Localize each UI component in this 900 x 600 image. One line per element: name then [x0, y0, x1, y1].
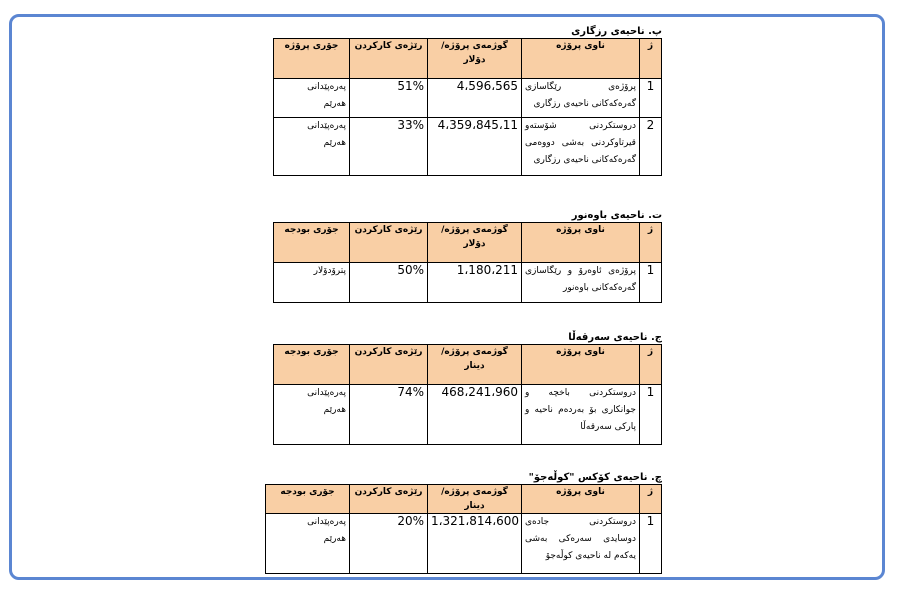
- header-project-type: جۆری پرۆژە: [274, 39, 350, 79]
- header-budget-type: جۆری بودجە: [274, 223, 350, 263]
- project-name-line: پرۆژەی ئاوەرۆ و رێگاسازی: [525, 266, 636, 276]
- project-type-line: پەرەپێدانی: [307, 82, 346, 92]
- header-project-name: ناوی پرۆژە: [522, 345, 640, 385]
- header-project-name: ناوی پرۆژە: [522, 223, 640, 263]
- header-budget-type: جۆری بودجە: [266, 485, 350, 514]
- project-name: [522, 514, 640, 574]
- project-name-line: دروستکردنی جادەی: [525, 517, 636, 527]
- projects-table: [265, 484, 662, 574]
- project-type-line: پەرەپێدانی: [307, 121, 346, 131]
- section-sarqala: [274, 331, 662, 445]
- row-index: 1: [640, 514, 662, 574]
- project-type: [274, 79, 350, 118]
- project-name-line: یەکەم لە ناحیەی کوڵەجۆ: [545, 551, 636, 561]
- budget-type-line: پەرەپێدانی: [307, 388, 346, 398]
- section-title: ج. ناحیەی سەرقەڵا: [568, 332, 662, 343]
- section-kokas: [266, 471, 662, 574]
- project-name-line: گەرەکەکانی ناحیەی رزگاری: [533, 99, 636, 109]
- projects-table: [273, 38, 662, 176]
- header-work-rate: رێژەی کارکردن: [350, 223, 428, 263]
- project-name-line: قیرتاوکردنی بەشی دووەمی: [525, 138, 636, 148]
- project-name: [522, 385, 640, 445]
- projects-table: [273, 222, 662, 303]
- section-title: پ. ناحیەی رزگاری: [571, 26, 662, 37]
- header-work-rate: رێژەی کارکردن: [350, 39, 428, 79]
- budget-type-line: پەرەپێدانی: [307, 517, 346, 527]
- header-row: [274, 39, 662, 79]
- projects-table: [273, 344, 662, 445]
- project-name: [522, 263, 640, 303]
- project-name-line: دوسایدی سەرەکی بەشی: [525, 534, 636, 544]
- project-type-line: هەرێم: [323, 99, 346, 109]
- project-cost: 1،180،211: [428, 263, 522, 303]
- work-rate: 33%: [350, 118, 428, 176]
- project-name-line: پرۆژەی رێگاسازی: [525, 82, 636, 92]
- section-title: چ. ناحیەی کۆکس "کوڵەجۆ": [528, 472, 662, 483]
- header-project-cost: گوژمەی پرۆژە/ دینار: [428, 345, 522, 385]
- header-row: [266, 485, 662, 514]
- header-project-cost: گوژمەی پرۆژە/ دۆلار: [428, 39, 522, 79]
- row-index: 1: [640, 385, 662, 445]
- project-name-line: جوانکاری بۆ بەردەم ناحیە و: [525, 405, 636, 415]
- table-row: [266, 514, 662, 574]
- project-type: [274, 118, 350, 176]
- budget-type-line: پترۆدۆلار: [313, 266, 346, 276]
- section-title: ت. ناحیەی باوەنور: [571, 210, 662, 221]
- project-name-line: گەرەکەکانی باوەنور: [563, 283, 636, 293]
- header-index: ژ: [640, 345, 662, 385]
- table-row: [274, 263, 662, 303]
- table-row: [274, 385, 662, 445]
- project-cost: 4،596،565: [428, 79, 522, 118]
- work-rate: 51%: [350, 79, 428, 118]
- project-cost: 468،241،960: [428, 385, 522, 445]
- header-row: [274, 223, 662, 263]
- project-type-line: هەرێم: [323, 138, 346, 148]
- row-index: 2: [640, 118, 662, 176]
- budget-type: [274, 263, 350, 303]
- budget-type: [266, 514, 350, 574]
- row-index: 1: [640, 79, 662, 118]
- project-name-line: پارکی سەرقەڵا: [580, 422, 636, 432]
- project-cost: 1،321،814،600: [428, 514, 522, 574]
- header-work-rate: رێژەی کارکردن: [350, 485, 428, 514]
- header-row: [274, 345, 662, 385]
- work-rate: 74%: [350, 385, 428, 445]
- header-index: ژ: [640, 39, 662, 79]
- project-cost: 4،359،845،11: [428, 118, 522, 176]
- header-project-cost: گوژمەی پرۆژە/ دۆلار: [428, 223, 522, 263]
- work-rate: 50%: [350, 263, 428, 303]
- header-budget-type: جۆری بودجە: [274, 345, 350, 385]
- header-index: ژ: [640, 223, 662, 263]
- header-index: ژ: [640, 485, 662, 514]
- project-name-line: دروستکردنی باخچە و: [525, 388, 636, 398]
- project-name: [522, 118, 640, 176]
- budget-type: [274, 385, 350, 445]
- table-row: [274, 79, 662, 118]
- work-rate: 20%: [350, 514, 428, 574]
- header-work-rate: رێژەی کارکردن: [350, 345, 428, 385]
- section-rizgari: [274, 25, 662, 176]
- budget-type-line: هەرێم: [323, 534, 346, 544]
- section-bawanur: [274, 209, 662, 303]
- project-name-line: گەرەکەکانی ناحیەی رزگاری: [533, 155, 636, 165]
- row-index: 1: [640, 263, 662, 303]
- project-name-line: دروستکردنی شۆستەو: [525, 121, 636, 131]
- header-project-cost: گوژمەی پرۆژە/ دینار: [428, 485, 522, 514]
- header-project-name: ناوی پرۆژە: [522, 39, 640, 79]
- header-project-name: ناوی پرۆژە: [522, 485, 640, 514]
- project-name: [522, 79, 640, 118]
- table-row: [274, 118, 662, 176]
- budget-type-line: هەرێم: [323, 405, 346, 415]
